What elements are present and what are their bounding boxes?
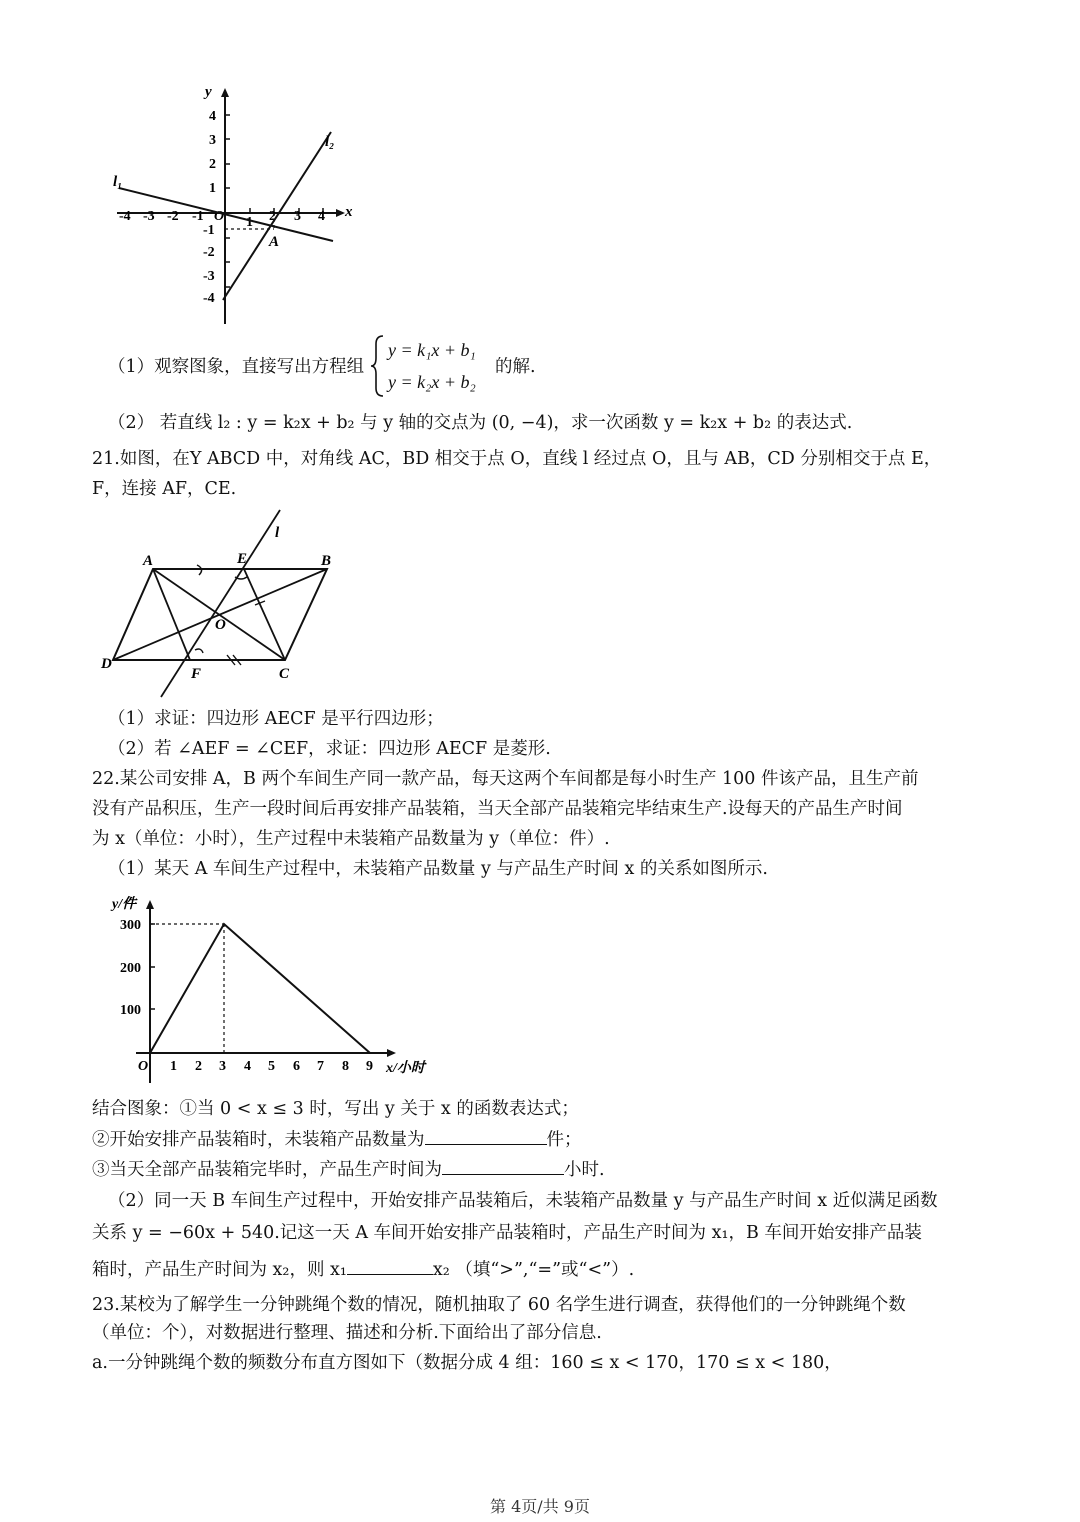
y-arrow: [221, 88, 229, 97]
x-tick: -2: [167, 209, 179, 224]
q22-c3-post: 小时.: [564, 1160, 605, 1180]
q21-part2: （2）若 ∠AEF = ∠CEF，求证：四边形 AECF 是菱形.: [108, 739, 551, 759]
q23-line1: 23.某校为了解学生一分钟跳绳个数的情况，随机抽取了 60 名学生进行调查，获得他们的一分钟跳绳个数: [92, 1295, 906, 1315]
series-line: [150, 924, 370, 1053]
line-l2-label: l₂: [325, 134, 335, 150]
q22-c2-pre: ②开始安排产品装箱时，未装箱产品数量为: [92, 1130, 425, 1150]
brace-icon: [369, 334, 385, 398]
vertex-C: C: [279, 666, 290, 682]
y-tick: 3: [209, 133, 216, 148]
x-tick: -4: [119, 209, 131, 224]
x-tick: -1: [192, 209, 204, 224]
q22-p2-l3-pre: 箱时，产品生产时间为 x₂，则 x₁: [92, 1260, 347, 1280]
x-axis-label: x: [345, 204, 353, 220]
q23-line2: （单位：个），对数据进行整理、描述和分析.下面给出了部分信息.: [92, 1323, 602, 1343]
line-l1-label: l₁: [113, 174, 123, 190]
x-tick: 2: [269, 209, 276, 224]
vertex-O: O: [215, 617, 226, 633]
q20-part2: （2） 若直线 l₂ : y = k₂x + b₂ 与 y 轴的交点为 (0, −4)，求一次函数 y = k₂x + b₂ 的表达式.: [108, 413, 853, 433]
answer-blank[interactable]: [425, 1126, 547, 1145]
fig-parallelogram: [95, 505, 365, 705]
q22-c3: [92, 1156, 605, 1183]
q20-eq2: y = k₂x + b₂: [388, 372, 476, 392]
x-tick: 9: [366, 1059, 373, 1074]
page-footer: 第 4页/共 9页: [490, 1497, 590, 1516]
answer-blank[interactable]: [347, 1256, 433, 1275]
line-l: [161, 510, 280, 697]
q23-line3: a.一分钟跳绳个数的频数分布直方图如下（数据分成 4 组：160 ≤ x < 170，170 ≤ x < 180，: [92, 1353, 842, 1373]
q21-line1: 21.如图，在Y ABCD 中，对角线 AC，BD 相交于点 O，直线 l 经过点 O，且与 AB，CD 分别相交于点 E，: [92, 449, 942, 469]
line-l2: [223, 132, 331, 300]
x-tick: 7: [317, 1059, 324, 1074]
vertex-F: F: [191, 666, 202, 682]
y-tick: 1: [209, 181, 216, 196]
vertex-A: A: [143, 553, 154, 569]
x-tick: -3: [143, 209, 155, 224]
x-tick: 4: [318, 209, 325, 224]
x-tick: 3: [219, 1059, 226, 1074]
y-tick: -1: [203, 223, 215, 238]
x-tick: 5: [268, 1059, 275, 1074]
q22-c1: 结合图象：①当 0 < x ≤ 3 时，写出 y 关于 x 的函数表达式；: [92, 1099, 579, 1119]
q20-p1-suffix: 的解.: [495, 357, 536, 377]
vertex-B: B: [321, 553, 332, 569]
q22-line3: 为 x（单位：小时），生产过程中未装箱产品数量为 y（单位：件）.: [92, 829, 610, 849]
angle-mark: [235, 577, 247, 579]
fig-linear-functions: [105, 80, 365, 330]
y-tick: -2: [203, 245, 215, 260]
q22-c2-post: 件；: [546, 1130, 582, 1150]
q22-part1: （1）某天 A 车间生产过程中，未装箱产品数量 y 与产品生产时间 x 的关系如图所示.: [108, 859, 768, 879]
angle-mark: [195, 649, 203, 653]
y-arrow: [146, 900, 154, 909]
origin-label: O: [138, 1059, 149, 1074]
q20-part1: [108, 354, 364, 380]
q22-c3-pre: ③当天全部产品装箱完毕时，产品生产时间为: [92, 1160, 442, 1180]
y-axis-label: y: [205, 84, 212, 100]
x-tick: 8: [342, 1059, 349, 1074]
q22-part2-l1: （2）同一天 B 车间生产过程中，开始安排产品装箱后，未装箱产品数量 y 与产品生产时间 x 近似满足函数: [108, 1191, 938, 1211]
vertex-D: D: [101, 656, 112, 672]
line-l-label: l: [275, 525, 280, 541]
y-tick: 300: [120, 918, 141, 933]
q22-line2: 没有产品积压，生产一段时间后再安排产品装箱，当天全部产品装箱完毕结束生产.设每天的产品生产时间: [92, 799, 903, 819]
answer-blank[interactable]: [442, 1156, 564, 1175]
y-tick: -3: [203, 269, 215, 284]
q21-part1: （1）求证：四边形 AECF 是平行四边形；: [108, 709, 444, 729]
x-tick: 1: [170, 1059, 177, 1074]
q22-c2: [92, 1126, 582, 1153]
x-tick: 2: [195, 1059, 202, 1074]
x-tick: 6: [293, 1059, 300, 1074]
x-tick: 1: [246, 215, 253, 230]
vertex-E: E: [237, 551, 248, 567]
q22-part2-l2: 关系 y = −60x + 540.记这一天 A 车间开始安排产品装箱时，产品生产时间为 x₁，B 车间开始安排产品装: [92, 1223, 922, 1243]
q20-eq1: y = k₁x + b₁: [388, 340, 476, 360]
y-tick: 200: [120, 961, 141, 976]
point-A-label: A: [269, 234, 280, 250]
y-tick: -4: [203, 291, 215, 306]
x-arrow: [336, 209, 345, 217]
y-tick: 2: [209, 157, 216, 172]
x-arrow: [387, 1049, 396, 1057]
q22-part2-l3: [92, 1256, 634, 1283]
fig-production-graph: [100, 888, 440, 1088]
y-axis-label: y/件: [112, 897, 137, 912]
x-tick: 4: [244, 1059, 251, 1074]
q20-p1-prefix: （1）观察图象，直接写出方程组: [108, 357, 365, 377]
origin-label: O: [214, 209, 225, 224]
y-tick: 100: [120, 1003, 141, 1018]
q21-line2: F，连接 AF，CE.: [92, 479, 237, 499]
q22-p2-l3-post: x₂ （填“>”,“=”或“<”）.: [432, 1260, 635, 1280]
x-tick: 3: [294, 209, 301, 224]
x-axis-label: x/小时: [386, 1061, 425, 1076]
diagonal-BD: [113, 569, 327, 660]
y-tick: 4: [209, 109, 216, 124]
q22-line1: 22.某公司安排 A，B 两个车间生产同一款产品，每天这两个车间都是每小时生产 100 件该产品，且生产前: [92, 769, 919, 789]
